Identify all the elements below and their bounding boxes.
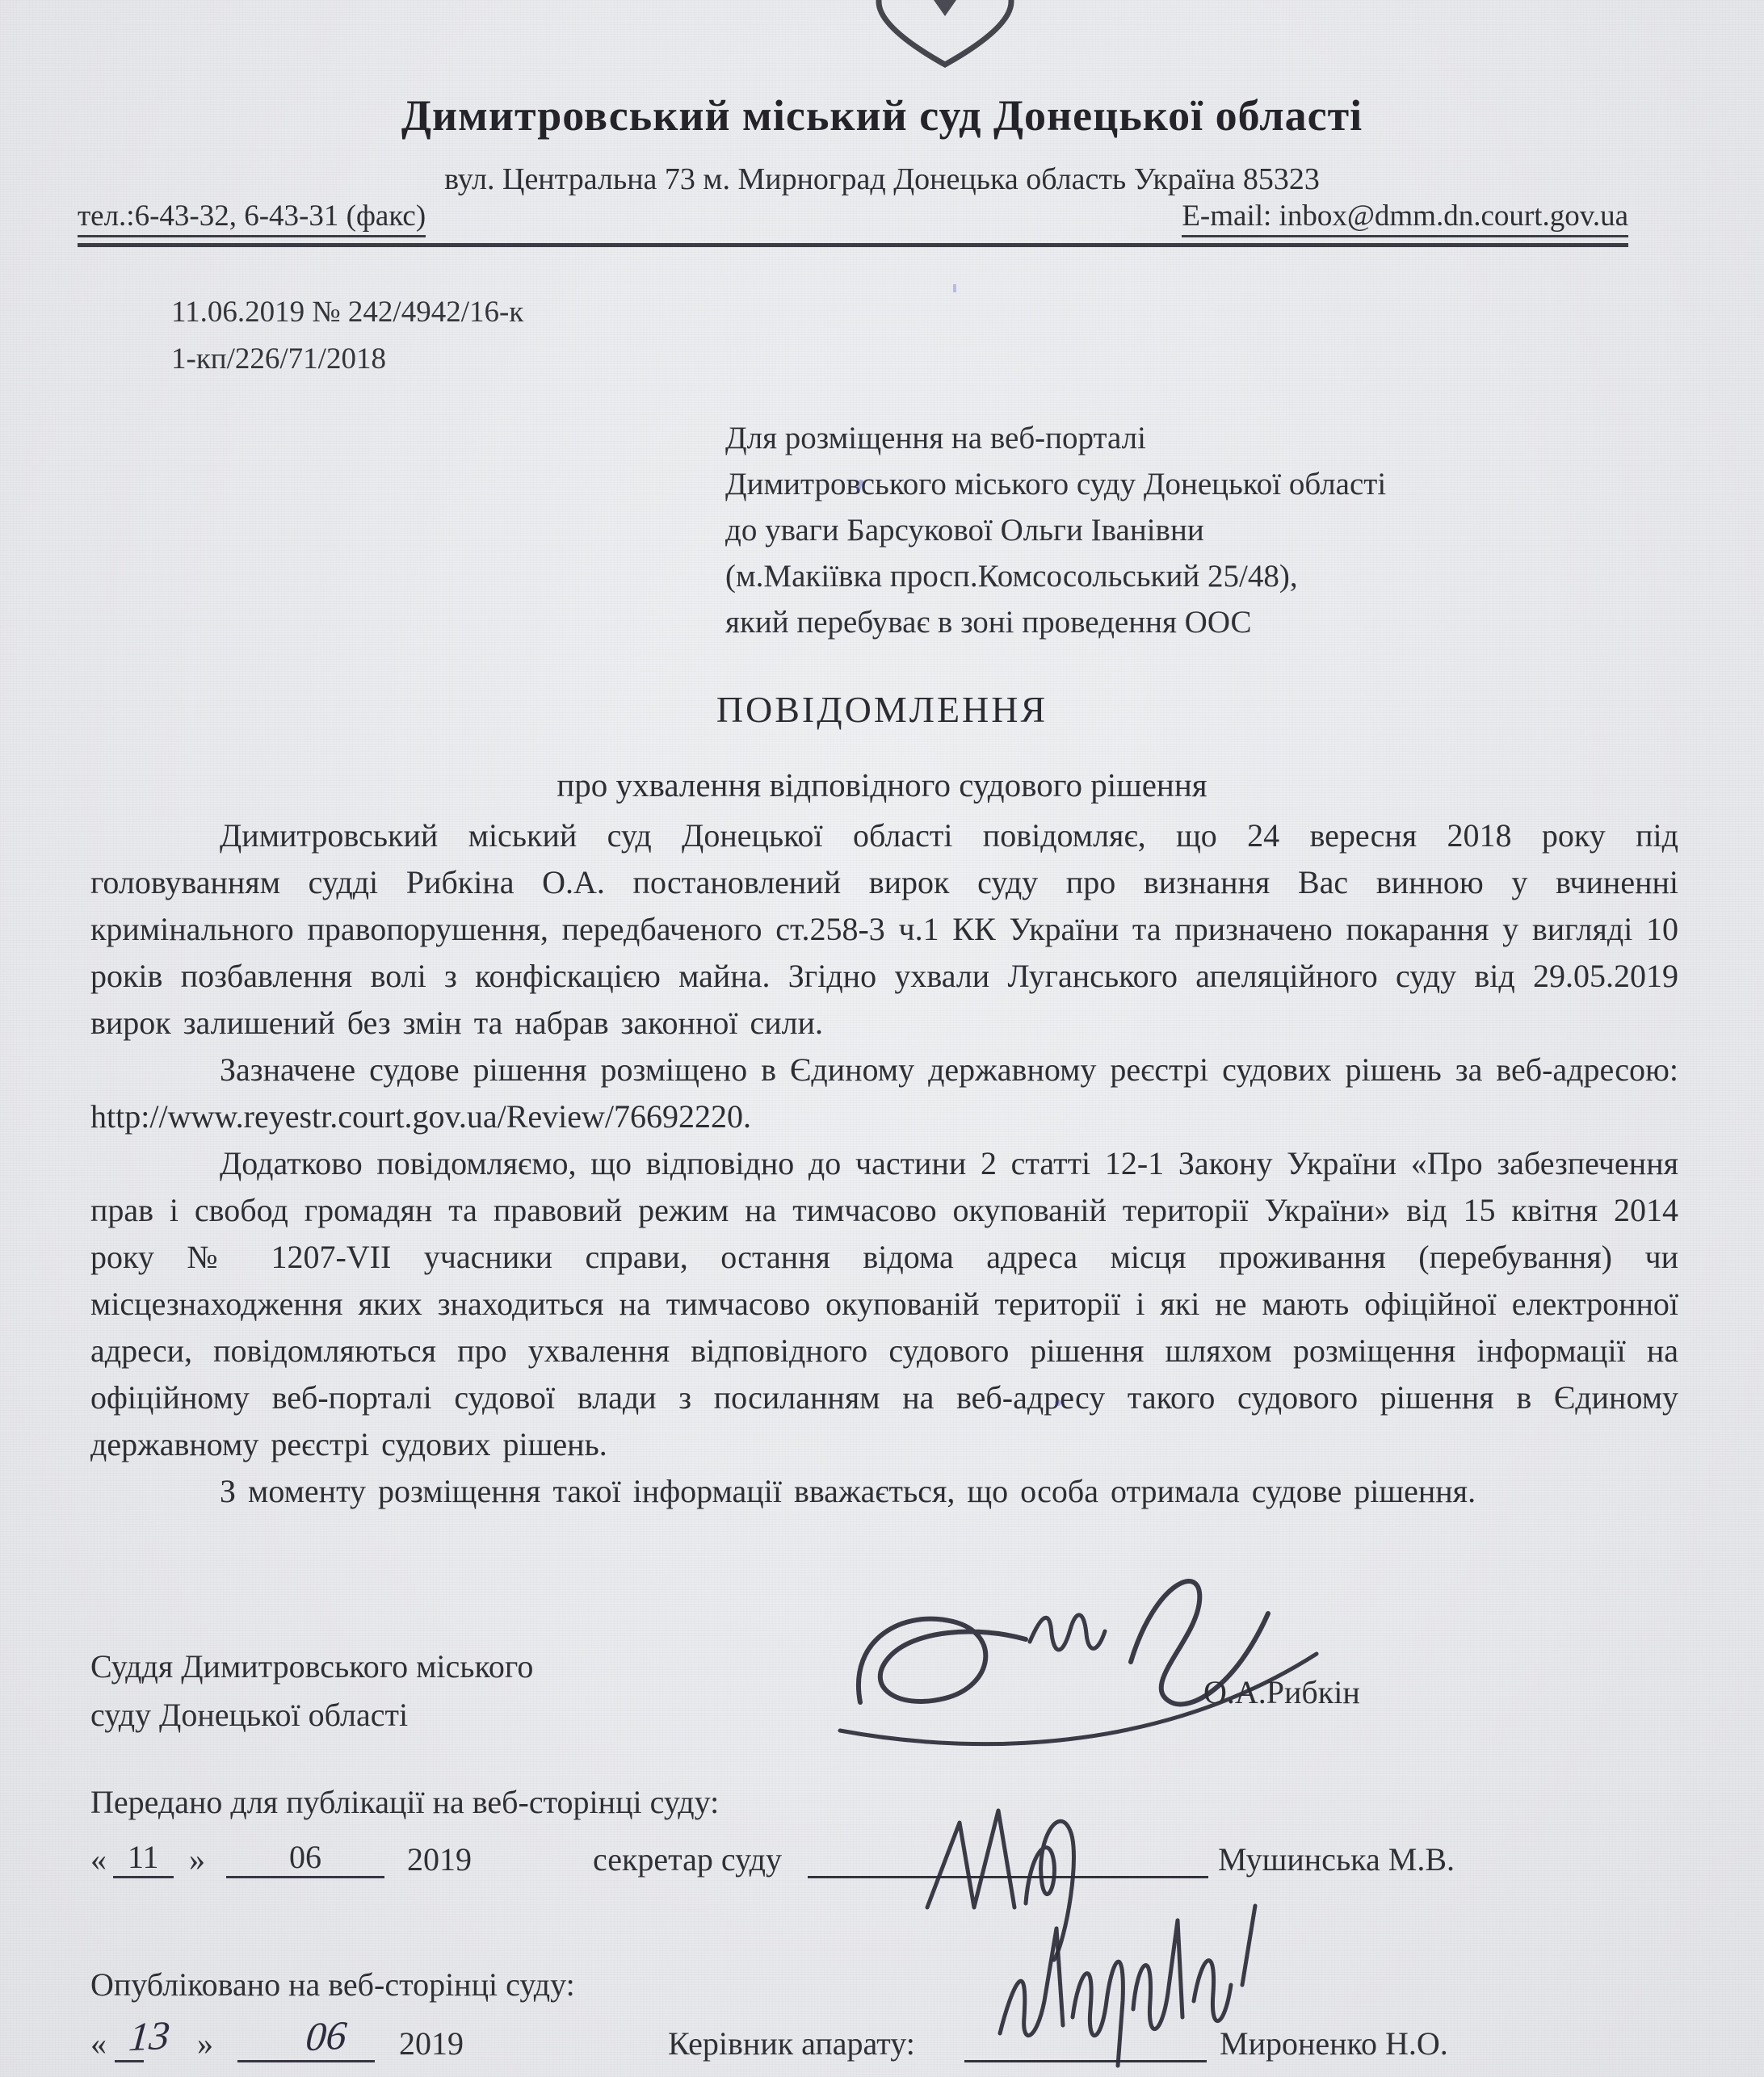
judge-name: О.А.Рибкін bbox=[1203, 1674, 1360, 1710]
letter-body bbox=[90, 812, 1678, 1515]
ink-speck bbox=[953, 284, 956, 292]
transfer-date-row bbox=[90, 1828, 1690, 1886]
document-subtitle: про ухвалення відповідного судового рішення bbox=[556, 766, 1208, 804]
recipient-block bbox=[725, 415, 1386, 645]
transfer-day: 11 bbox=[113, 1838, 174, 1878]
judge-position bbox=[90, 1643, 533, 1739]
transfer-year: 2019 bbox=[407, 1841, 472, 1878]
recipient-line: Димитровського міського суду Донецької області bbox=[725, 467, 1387, 501]
open-quote: « bbox=[90, 2025, 107, 2062]
publish-year: 2019 bbox=[399, 2025, 464, 2062]
court-name-heading: Димитровський міський суд Донецької області bbox=[401, 91, 1363, 140]
close-quote: » bbox=[197, 2025, 213, 2062]
court-address: вул. Центральна 73 м. Мирноград Донецька область Україна 85323 bbox=[444, 162, 1320, 196]
transfer-label: Передано для публікації на веб-сторінці суду: bbox=[90, 1784, 720, 1820]
open-quote: « bbox=[90, 1841, 107, 1878]
apparatus-head-signature bbox=[968, 1896, 1275, 2077]
publish-day-handwritten: 13 bbox=[115, 2060, 144, 2062]
recipient-line: до уваги Барсукової Ольги Іванівни bbox=[725, 513, 1204, 548]
reference-block bbox=[171, 289, 523, 383]
secretary-name: Мушинська М.В. bbox=[1218, 1841, 1455, 1878]
body-paragraph: Зазначене судове рішення розміщено в Єдиному державному реєстрі судових рішень за веб-адресою: http://www.reyestr.court.gov.ua/Review/76692220. bbox=[90, 1051, 1678, 1135]
judge-position-line: Суддя Димитровського міського bbox=[90, 1648, 534, 1685]
contact-row bbox=[78, 199, 1628, 247]
publish-month-handwritten: 06 bbox=[237, 2060, 375, 2062]
recipient-line: (м.Макіївка просп.Комсосольський 25/48), bbox=[725, 559, 1298, 594]
publish-date-row bbox=[90, 2012, 1690, 2071]
body-paragraph: Додатково повідомляємо, що відповідно до частини 2 статті 12-1 Закону України «Про забезпечення прав і свобод громадян та правовий режим на тимчасово окупованій території України» від 15 квітня 2014 року № 1207-VII учасники справи, остання відома адреса місця проживання (перебування) чи місцезнаходження яких знаходиться на тимчасово окупованій території і які не мають офіційної електронної адреси, повідомляються про ухвалення відповідного судового рішення шляхом розміщення інформації на офіційному веб-порталі судової влади з посиланням на веб-адресу такого судового рішення в Єдиному державному реєстрі судових рішень. bbox=[90, 1145, 1678, 1462]
apparatus-head-role: Керівник апарату: bbox=[668, 2025, 915, 2062]
apparatus-head-name: Мироненко Н.О. bbox=[1220, 2025, 1448, 2062]
ukraine-trident-shield-emblem bbox=[864, 0, 1026, 69]
document-title: ПОВІДОМЛЕННЯ bbox=[716, 689, 1048, 730]
body-paragraph: З моменту розміщення такої інформації вважається, що особа отримала судове рішення. bbox=[220, 1473, 1476, 1509]
case-number: 1-кп/226/71/2018 bbox=[171, 342, 386, 376]
recipient-line: який перебуває в зоні проведення ООС bbox=[725, 605, 1252, 640]
judge-position-line: суду Донецької області bbox=[90, 1697, 409, 1733]
email-address: E-mail: inbox@dmm.dn.court.gov.ua bbox=[1182, 199, 1628, 237]
transfer-month: 06 bbox=[226, 1838, 384, 1878]
body-paragraph: Димитровський міський суд Донецької області повідомляє, що 24 вересня 2018 року під головуванням судді Рибкіна О.А. постановлений вирок суду про визнання Вас винною у вчиненні кримінального правопорушення, передбаченого ст.258-3 ч.1 КК України та призначено покарання у вигляді 10 років позбавлення волі з конфіскацією майна. Згідно ухвали Луганського апеляційного суду від 29.05.2019 вирок залишений без змін та набрав законної сили. bbox=[90, 817, 1678, 1041]
phone-numbers: тел.:6-43-32, 6-43-31 (факс) bbox=[78, 199, 426, 237]
secretary-role: секретар суду bbox=[593, 1841, 782, 1878]
publish-label: Опубліковано на веб-сторінці суду: bbox=[90, 1966, 575, 2003]
judge-signature bbox=[751, 1565, 1365, 1775]
outgoing-number: 11.06.2019 № 242/4942/16-к bbox=[171, 296, 524, 329]
close-quote: » bbox=[189, 1841, 205, 1878]
recipient-line: Для розміщення на веб-порталі bbox=[725, 421, 1146, 455]
